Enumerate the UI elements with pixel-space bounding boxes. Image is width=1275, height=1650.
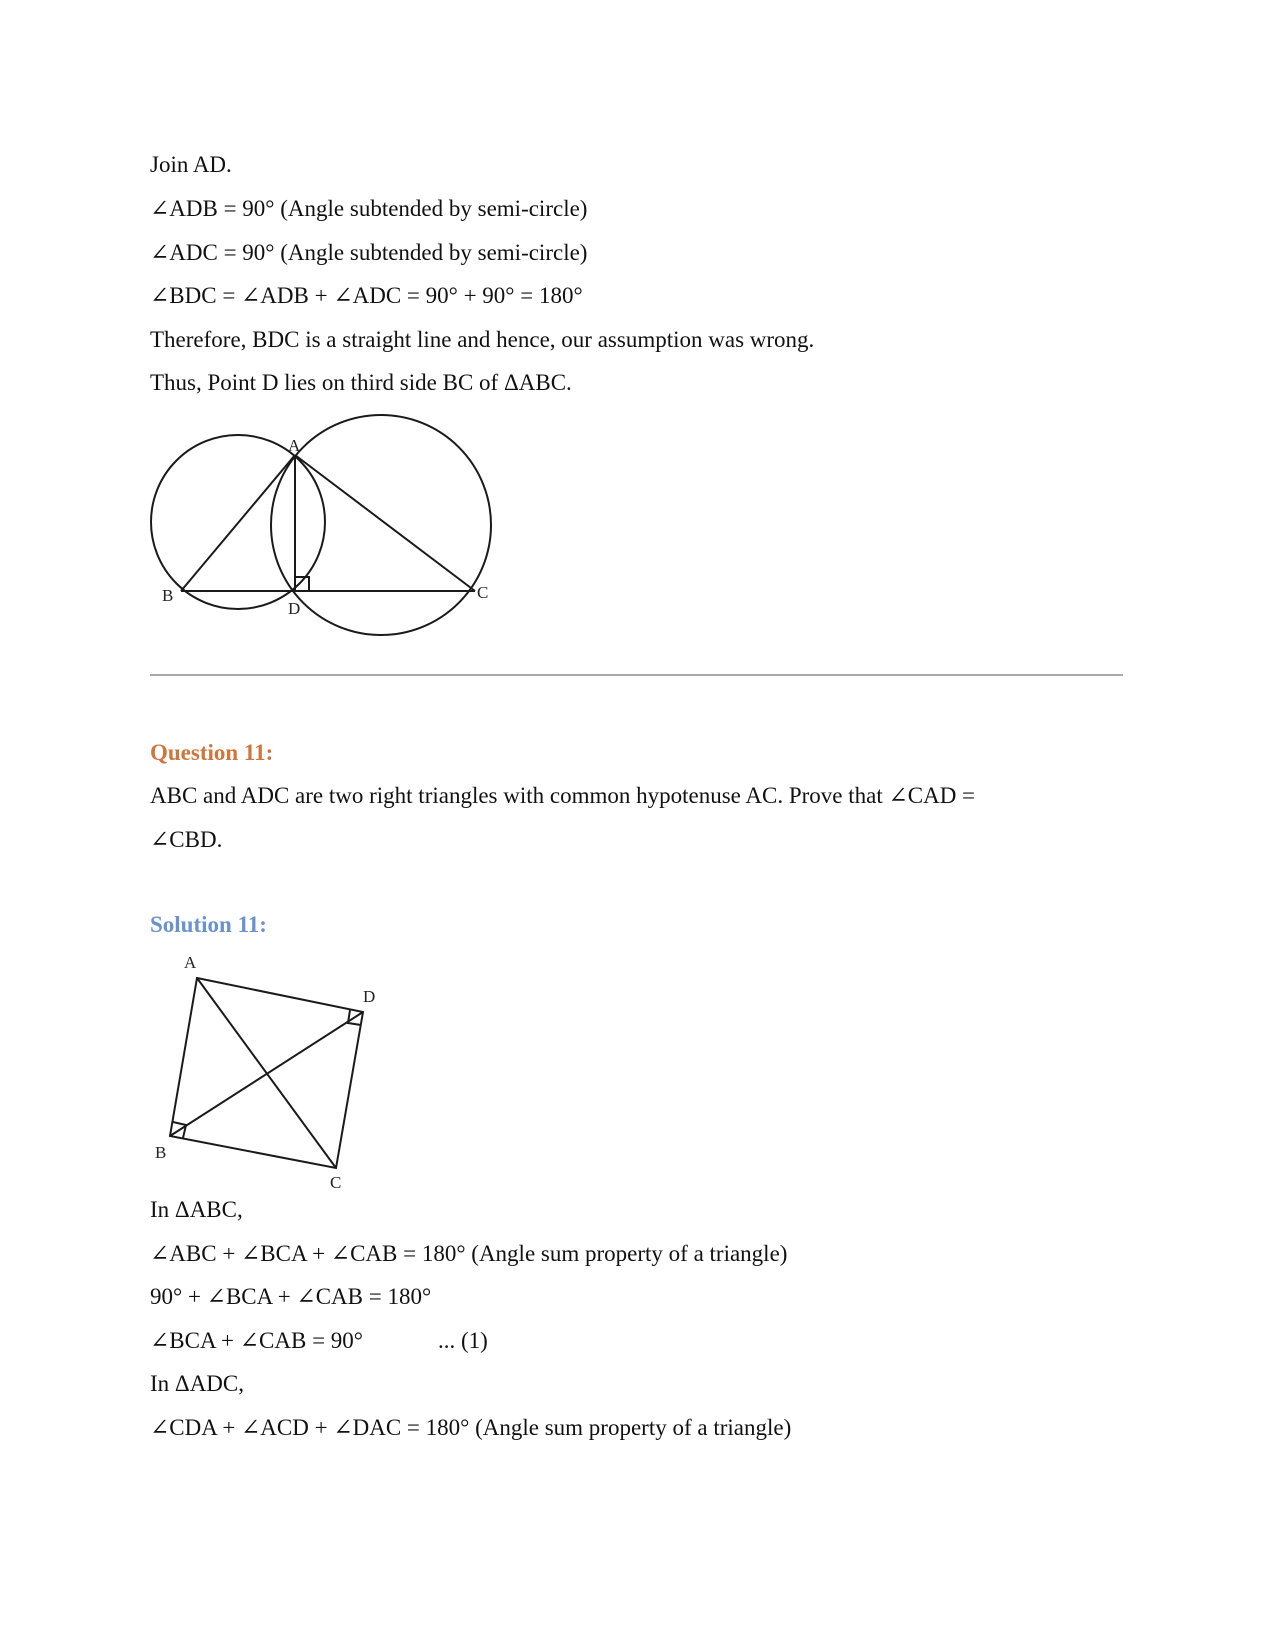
question-text-line-2: ∠CBD. — [150, 827, 223, 852]
solution-heading: Solution 11: — [150, 912, 267, 937]
solution-line-in-adc: In ΔADC, — [150, 1371, 245, 1396]
eq1-reference: ... (1) — [438, 1328, 488, 1353]
vertex-label-a: A — [184, 953, 197, 972]
text-line-therefore: Therefore, BDC is a straight line and hence, our assumption was wrong. — [150, 327, 815, 352]
segment-ac — [295, 455, 475, 591]
section-divider — [150, 674, 1123, 676]
solution-line-angle-sum-abc: ∠ABC + ∠BCA + ∠CAB = 180° (Angle sum property of a triangle) — [150, 1241, 788, 1266]
vertex-label-b: B — [162, 586, 174, 605]
vertex-label-c: C — [330, 1173, 342, 1192]
segment-ab — [181, 455, 295, 591]
text-line-join-ad: Join AD. — [150, 152, 232, 177]
solution-line-eq1 — [150, 1326, 488, 1356]
figure-quadrilateral-abcd — [140, 948, 400, 1198]
text-line-conclusion: Thus, Point D lies on third side BC of ΔABC. — [150, 370, 572, 395]
text-line-angle-adb: ∠ADB = 90° (Angle subtended by semi-circle) — [150, 196, 588, 221]
text-line-angle-bdc: ∠BDC = ∠ADB + ∠ADC = 90° + 90° = 180° — [150, 283, 583, 308]
vertex-label-d: D — [288, 599, 301, 618]
solution-line-angle-sum-adc: ∠CDA + ∠ACD + ∠DAC = 180° (Angle sum property of a triangle) — [150, 1415, 792, 1440]
circle-on-ac — [271, 415, 491, 635]
question-heading: Question 11: — [150, 740, 274, 765]
solution-line-substitute: 90° + ∠BCA + ∠CAB = 180° — [150, 1284, 432, 1309]
solution-line-in-abc: In ΔABC, — [150, 1197, 243, 1222]
diagonal-bd — [170, 1012, 363, 1136]
vertex-label-d: D — [363, 987, 376, 1006]
question-text-line-1: ABC and ADC are two right triangles with common hypotenuse AC. Prove that ∠CAD = — [150, 783, 976, 808]
vertex-label-c: C — [477, 583, 489, 602]
text-line-angle-adc: ∠ADC = 90° (Angle subtended by semi-circle) — [150, 240, 588, 265]
right-angle-marker-d — [295, 577, 309, 591]
vertex-label-a: A — [288, 436, 301, 455]
vertex-label-b: B — [155, 1143, 167, 1162]
figure-two-circles — [140, 405, 500, 645]
eq1-expression: ∠BCA + ∠CAB = 90° — [150, 1328, 363, 1353]
